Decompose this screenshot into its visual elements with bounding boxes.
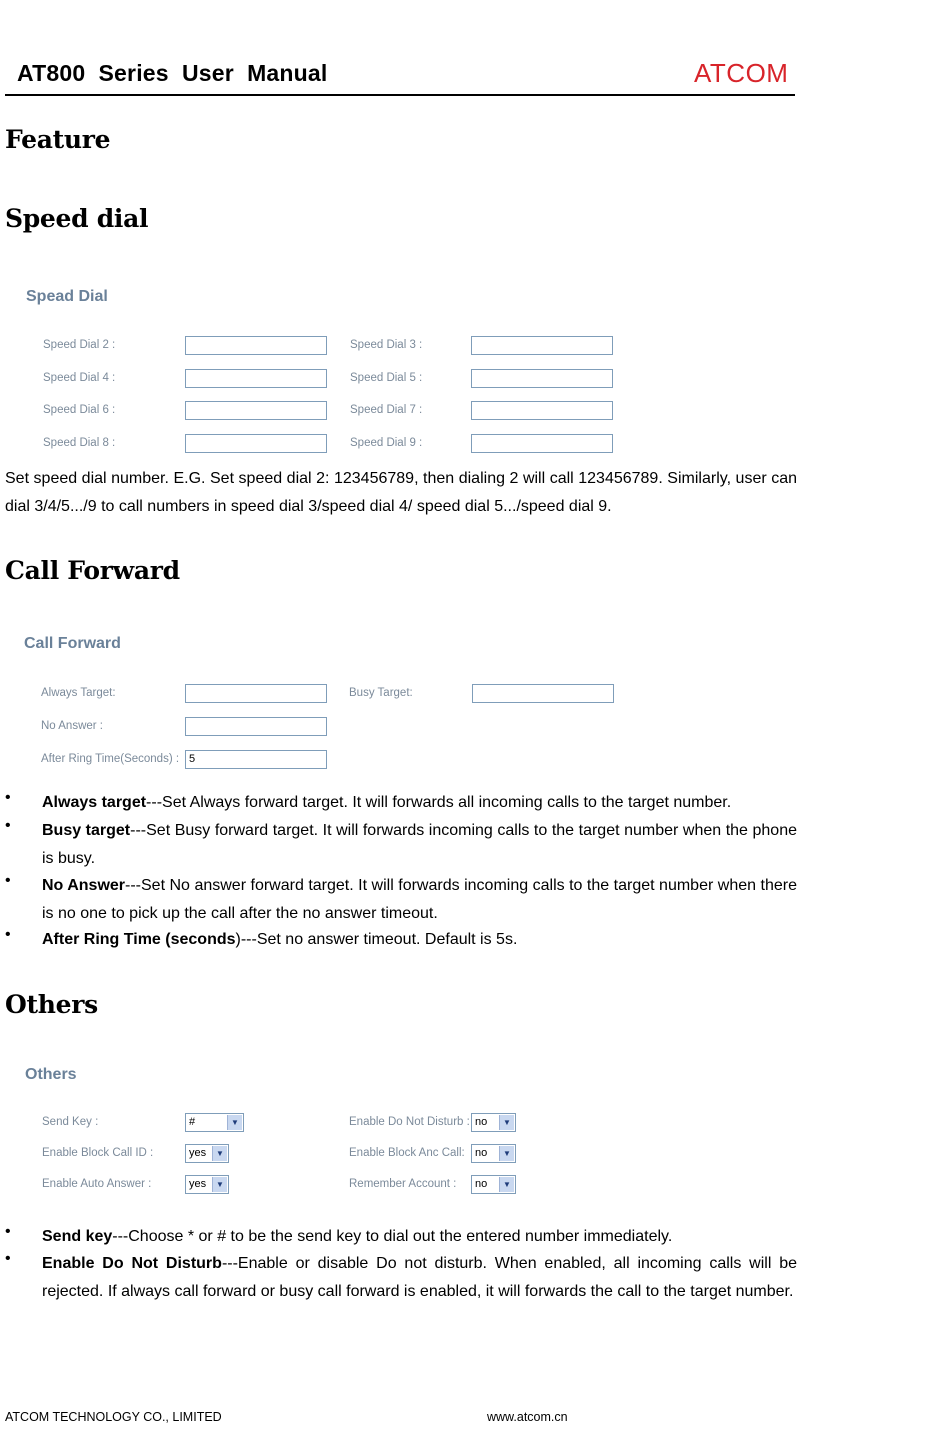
others-heading: Others xyxy=(5,990,98,1019)
no-answer-bullet xyxy=(42,872,797,927)
remember-account-value: no xyxy=(475,1178,488,1190)
dnd-select[interactable] xyxy=(471,1113,516,1132)
speed-dial-3-label: Speed Dial 3 : xyxy=(350,339,423,351)
send-key-label: Send Key : xyxy=(42,1116,99,1128)
block-call-id-label: Enable Block Call ID : xyxy=(42,1147,154,1159)
auto-answer-label: Enable Auto Answer : xyxy=(42,1178,152,1190)
block-call-id-select[interactable] xyxy=(185,1144,229,1163)
after-ring-time-input[interactable]: 5 xyxy=(185,750,327,769)
always-target-label: Always Target: xyxy=(41,687,116,699)
speed-dial-8-label: Speed Dial 8 : xyxy=(43,437,116,449)
chevron-down-icon[interactable]: ▼ xyxy=(212,1177,227,1192)
speed-dial-5-label: Speed Dial 5 : xyxy=(350,372,423,384)
manual-title: AT800 Series User Manual xyxy=(17,60,328,86)
speed-dial-8-input[interactable] xyxy=(185,434,327,453)
speed-dial-5-input[interactable] xyxy=(471,369,613,388)
bullet-marker: • xyxy=(5,872,11,889)
speed-dial-9-input[interactable] xyxy=(471,434,613,453)
bullet-marker: • xyxy=(5,1250,11,1267)
busy-target-label: Busy Target: xyxy=(349,687,413,699)
no-answer-input[interactable] xyxy=(185,717,327,736)
bullet-desc: )---Set no answer timeout. Default is 5s. xyxy=(235,931,518,948)
bullet-term: Always target xyxy=(42,794,147,811)
bullet-term: Enable Do Not Disturb xyxy=(42,1255,222,1272)
speed-dial-2-input[interactable] xyxy=(185,336,327,355)
bullet-term: Busy target xyxy=(42,822,131,839)
busy-target-bullet xyxy=(42,817,797,872)
bullet-term: Send key xyxy=(42,1228,113,1245)
remember-account-select[interactable] xyxy=(471,1175,516,1194)
call-forward-heading: Call Forward xyxy=(5,556,180,585)
bullet-desc: ---Set Busy forward target. It will forwards incoming calls to the target number when the phone is busy. xyxy=(42,822,797,867)
remember-account-label: Remember Account : xyxy=(349,1178,457,1190)
send-key-bullet xyxy=(42,1223,797,1251)
speed-dial-4-input[interactable] xyxy=(185,369,327,388)
after-ring-time-label: After Ring Time(Seconds) : xyxy=(41,753,180,765)
speed-dial-description: Set speed dial number. E.G. Set speed dial 2: 123456789, then dialing 2 will call 123456789. Similarly, user can dial 3/4/5.../9 to call numbers in speed dial 3/speed dial 4/ speed dial 5.../speed dial 9. xyxy=(5,470,797,515)
bullet-term: No Answer xyxy=(42,877,126,894)
block-anc-label: Enable Block Anc Call: xyxy=(349,1147,465,1159)
chevron-down-icon[interactable]: ▼ xyxy=(499,1177,514,1192)
bullet-desc: ---Set No answer forward target. It will forwards incoming calls to the target number when there is no one to pick up the call after the no answer timeout. xyxy=(42,877,797,922)
bullet-marker: • xyxy=(5,926,11,943)
speed-dial-heading: Speed dial xyxy=(5,204,149,233)
chevron-down-icon[interactable]: ▼ xyxy=(499,1146,514,1161)
chevron-down-icon[interactable]: ▼ xyxy=(212,1146,227,1161)
speed-dial-7-label: Speed Dial 7 : xyxy=(350,404,423,416)
block-anc-select[interactable] xyxy=(471,1144,516,1163)
footer-url[interactable]: www.atcom.cn xyxy=(487,1410,568,1424)
auto-answer-select[interactable] xyxy=(185,1175,229,1194)
speed-dial-6-label: Speed Dial 6 : xyxy=(43,404,116,416)
feature-heading: Feature xyxy=(5,125,111,154)
dnd-value: no xyxy=(475,1116,488,1128)
always-target-bullet xyxy=(42,789,797,817)
block-anc-value: no xyxy=(475,1147,488,1159)
auto-answer-value: yes xyxy=(189,1178,207,1190)
after-ring-time-bullet xyxy=(42,926,797,954)
bullet-marker: • xyxy=(5,789,11,806)
send-key-value: # xyxy=(189,1116,196,1128)
dnd-label: Enable Do Not Disturb : xyxy=(349,1116,470,1128)
bullet-marker: • xyxy=(5,1223,11,1240)
bullet-term: After Ring Time (seconds xyxy=(42,931,236,948)
chevron-down-icon[interactable]: ▼ xyxy=(227,1115,242,1130)
speed-dial-6-input[interactable] xyxy=(185,401,327,420)
chevron-down-icon[interactable]: ▼ xyxy=(499,1115,514,1130)
speed-dial-panel-title: Spead Dial xyxy=(26,288,108,305)
brand-logo: ATCOM xyxy=(694,58,789,88)
bullet-desc: ---Enable or disable Do not disturb. When enabled, all incoming calls will be rejected. If always call forward or busy call forward is enabled, it will forwards the call to the target number. xyxy=(42,1255,798,1300)
call-forward-panel-title: Call Forward xyxy=(24,635,121,652)
bullet-marker: • xyxy=(5,817,11,834)
speed-dial-2-label: Speed Dial 2 : xyxy=(43,339,116,351)
send-key-select[interactable] xyxy=(185,1113,244,1132)
block-call-id-value: yes xyxy=(189,1147,207,1159)
speed-dial-3-input[interactable] xyxy=(471,336,613,355)
bullet-desc: ---Choose * or # to be the send key to dial out the entered number immediately. xyxy=(112,1228,673,1245)
speed-dial-7-input[interactable] xyxy=(471,401,613,420)
busy-target-input[interactable] xyxy=(472,684,614,703)
dnd-bullet xyxy=(42,1250,797,1305)
no-answer-label: No Answer : xyxy=(41,720,103,732)
always-target-input[interactable] xyxy=(185,684,327,703)
header-divider xyxy=(5,94,795,96)
footer-company: ATCOM TECHNOLOGY CO., LIMITED xyxy=(5,1410,222,1424)
bullet-desc: ---Set Always forward target. It will forwards all incoming calls to the target number. xyxy=(146,794,732,811)
speed-dial-9-label: Speed Dial 9 : xyxy=(350,437,423,449)
others-panel-title: Others xyxy=(25,1066,77,1083)
speed-dial-4-label: Speed Dial 4 : xyxy=(43,372,116,384)
